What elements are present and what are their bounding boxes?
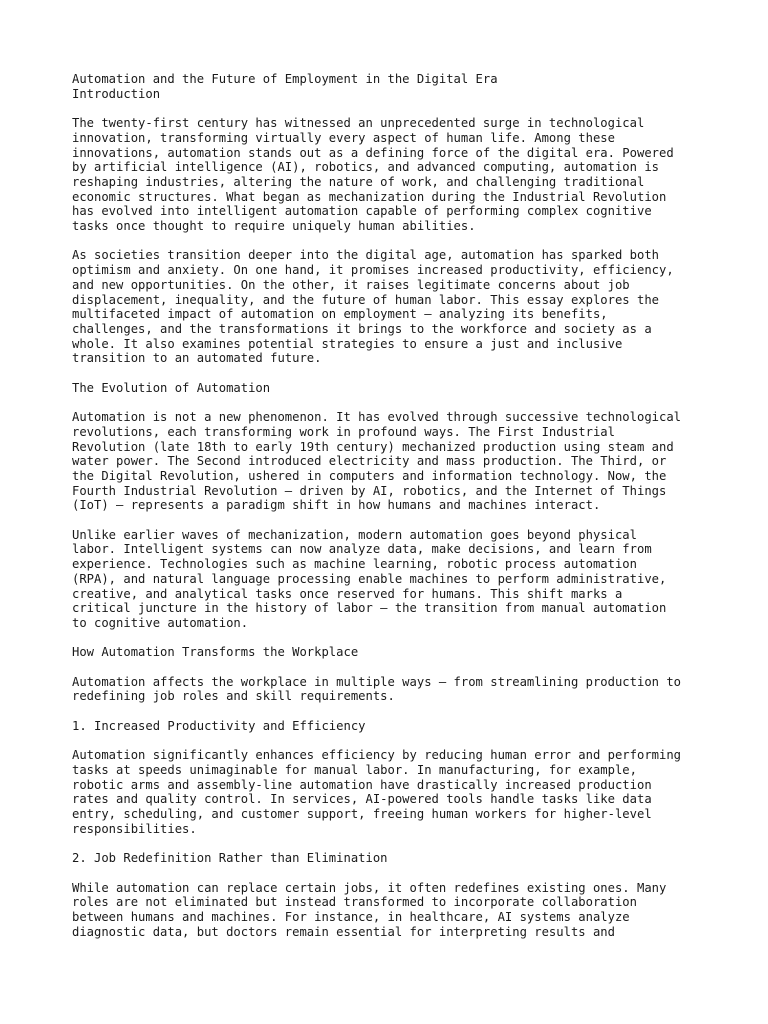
paragraph (72, 528, 712, 631)
text-line: While automation can replace certain jobs, it often redefines existing ones. Many (72, 880, 667, 895)
productivity-heading: 1. Increased Productivity and Efficiency (72, 718, 366, 733)
intro-heading: Introduction (72, 86, 161, 101)
text-line: Fourth Industrial Revolution — driven by AI, robotics, and the Internet of Things (72, 483, 667, 498)
text-line: roles are not eliminated but instead transformed to incorporate collaboration (72, 895, 637, 910)
text-line: whole. It also examines potential strategies to ensure a just and inclusive (72, 336, 623, 351)
text-line: labor. Intelligent systems can now analyze data, make decisions, and learn from (72, 542, 652, 557)
text-line: Unlike earlier waves of mechanization, modern automation goes beyond physical (72, 527, 637, 542)
text-line: tasks at speeds unimaginable for manual labor. In manufacturing, for example, (72, 762, 637, 777)
text-line: economic structures. What began as mechanization during the Industrial Revolution (72, 189, 667, 204)
text-line: rates and quality control. In services, AI-powered tools handle tasks like data (72, 792, 652, 807)
text-line: redefining job roles and skill requirements. (72, 689, 395, 704)
text-line: Revolution (late 18th to early 19th century) mechanized production using steam and (72, 439, 674, 454)
document-title: Automation and the Future of Employment in the Digital Era (72, 72, 498, 86)
text-line: critical juncture in the history of labor — the transition from manual automation (72, 601, 667, 616)
text-line: optimism and anxiety. On one hand, it promises increased productivity, efficiency, (72, 263, 674, 278)
text-line: entry, scheduling, and customer support, freeing human workers for higher-level (72, 807, 652, 822)
text-line: challenges, and the transformations it brings to the workforce and society as a (72, 321, 652, 336)
text-line: transition to an automated future. (72, 351, 322, 366)
text-line: robotic arms and assembly-line automation have drastically increased production (72, 777, 652, 792)
text-line: responsibilities. (72, 821, 197, 836)
text-line: between humans and machines. For instance, in healthcare, AI systems analyze (72, 909, 630, 924)
text-line: displacement, inequality, and the future of human labor. This essay explores the (72, 292, 659, 307)
intro-section (72, 116, 712, 366)
redefinition-section (72, 881, 712, 940)
text-line: the Digital Revolution, ushered in computers and information technology. Now, the (72, 468, 667, 483)
paragraph (72, 410, 712, 513)
paragraph (72, 675, 712, 704)
text-line: innovations, automation stands out as a defining force of the digital era. Powered (72, 145, 674, 160)
text-line: The twenty-first century has witnessed an unprecedented surge in technological (72, 116, 645, 131)
paragraph (72, 881, 712, 940)
text-line: revolutions, each transforming work in profound ways. The First Industrial (72, 424, 615, 439)
text-line: (IoT) — represents a paradigm shift in how humans and machines interact. (72, 498, 601, 513)
text-line: and new opportunities. On the other, it raises legitimate concerns about job (72, 277, 630, 292)
paragraph (72, 116, 712, 234)
text-line: (RPA), and natural language processing enable machines to perform administrative, (72, 571, 667, 586)
text-line: multifaceted impact of automation on employment — analyzing its benefits, (72, 307, 608, 322)
paragraph (72, 248, 712, 366)
text-line: Automation is not a new phenomenon. It has evolved through successive technological (72, 410, 682, 425)
text-line: tasks once thought to require uniquely human abilities. (72, 219, 476, 234)
text-line: to cognitive automation. (72, 615, 249, 630)
text-line: creative, and analytical tasks once reserved for humans. This shift marks a (72, 586, 623, 601)
evolution-section (72, 410, 712, 631)
paragraph (72, 748, 712, 836)
evolution-heading: The Evolution of Automation (72, 380, 271, 395)
text-line: Automation affects the workplace in multiple ways — from streamlining production to (72, 674, 682, 689)
document-page (72, 72, 712, 954)
productivity-section (72, 748, 712, 836)
redefinition-heading: 2. Job Redefinition Rather than Elimination (72, 851, 388, 866)
text-line: has evolved into intelligent automation capable of performing complex cognitive (72, 204, 652, 219)
text-line: innovation, transforming virtually every aspect of human life. Among these (72, 130, 615, 145)
text-line: reshaping industries, altering the nature of work, and challenging traditional (72, 174, 645, 189)
workplace-heading: How Automation Transforms the Workplace (72, 645, 359, 660)
text-line: by artificial intelligence (AI), robotics, and advanced computing, automation is (72, 160, 659, 175)
workplace-section (72, 675, 712, 704)
text-line: water power. The Second introduced electricity and mass production. The Third, or (72, 454, 667, 469)
text-line: Automation significantly enhances efficiency by reducing human error and performing (72, 748, 682, 763)
text-line: experience. Technologies such as machine learning, robotic process automation (72, 557, 637, 572)
text-line: As societies transition deeper into the digital age, automation has sparked both (72, 248, 659, 263)
text-line: diagnostic data, but doctors remain essential for interpreting results and (72, 924, 615, 939)
